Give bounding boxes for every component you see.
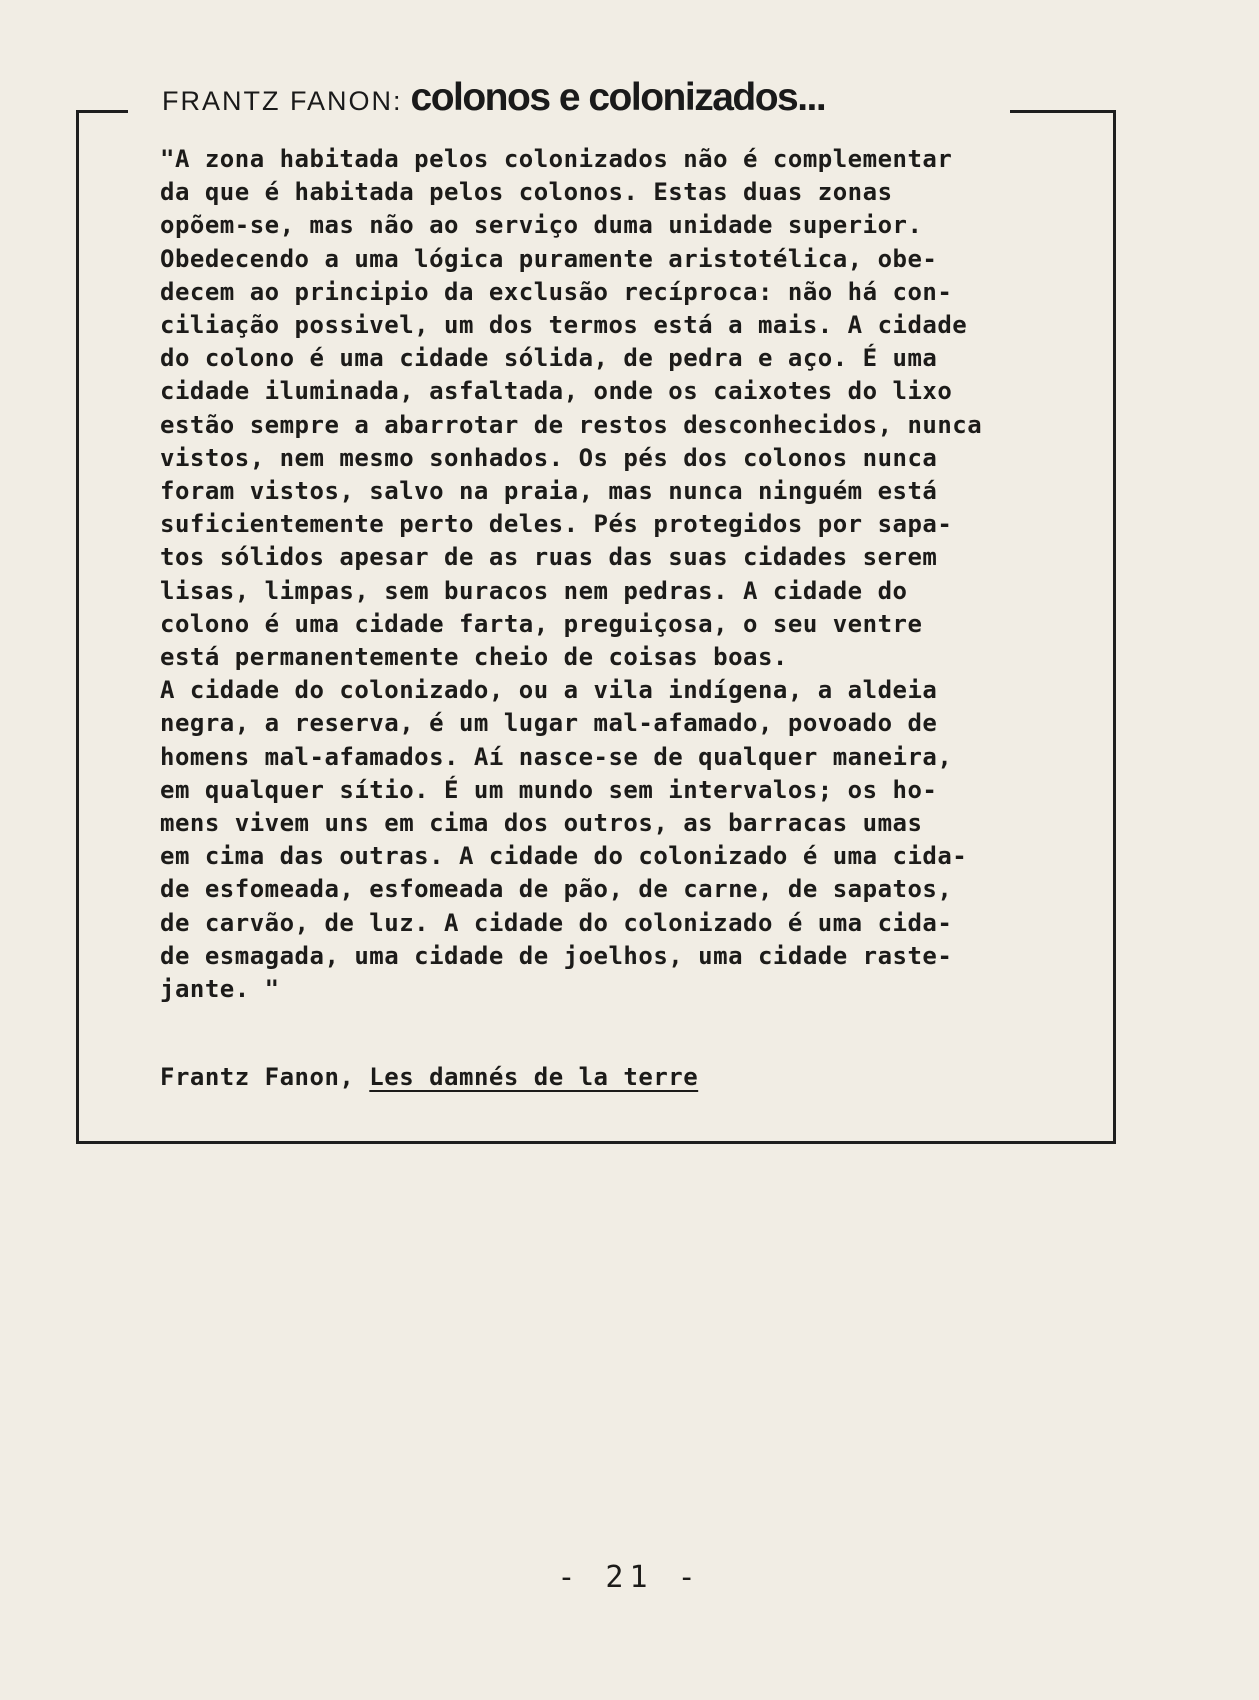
quote-line: vistos, nem mesmo sonhados. Os pés dos colonos nunca — [160, 443, 938, 472]
page-number: - 21 - — [557, 1560, 702, 1595]
quote-line: suficientemente perto deles. Pés protegidos por sapa- — [160, 510, 953, 539]
quote-line: de esfomeada, esfomeada de pão, de carne, de sapatos, — [160, 875, 953, 904]
quote-line: estão sempre a abarrotar de restos desconhecidos, nunca — [160, 410, 983, 439]
quote-line: colono é uma cidade farta, preguiçosa, o seu ventre — [160, 609, 923, 638]
attribution — [160, 1063, 698, 1091]
quote-line: cidade iluminada, asfaltada, onde os caixotes do lixo — [160, 377, 953, 406]
heading-author: FRANTZ FANON: — [162, 86, 403, 116]
quote-line: A cidade do colonizado, ou a vila indígena, a aldeia — [160, 676, 938, 705]
quote-line: Obedecendo a uma lógica puramente aristotélica, obe- — [160, 244, 938, 273]
quote-line: decem ao principio da exclusão recíproca: não há con- — [160, 277, 953, 306]
quote-line: negra, a reserva, é um lugar mal-afamado, povoado de — [160, 709, 938, 738]
heading-subtitle: colonos e colonizados... — [410, 76, 826, 119]
quote-line: lisas, limpas, sem buracos nem pedras. A cidade do — [160, 576, 908, 605]
quote-line: "A zona habitada pelos colonizados não é complementar — [160, 145, 953, 173]
quote-line: opõem-se, mas não ao serviço duma unidade superior. — [160, 211, 923, 240]
quote-line: homens mal-afamados. Aí nasce-se de qualquer maneira, — [160, 742, 953, 771]
quote-line: de carvão, de luz. A cidade do colonizado é uma cida- — [160, 908, 953, 937]
quote-text — [160, 143, 1100, 1006]
quote-line: foram vistos, salvo na praia, mas nunca ninguém está — [160, 477, 938, 506]
attribution-book-title: Les damnés de la terre — [369, 1063, 699, 1091]
attribution-author: Frantz Fanon, — [160, 1063, 355, 1091]
quote-line: mens vivem uns em cima dos outros, as barracas umas — [160, 809, 923, 838]
quote-line: da que é habitada pelos colonos. Estas duas zonas — [160, 178, 893, 207]
quote-line: em cima das outras. A cidade do colonizado é uma cida- — [160, 842, 968, 871]
quote-line: de esmagada, uma cidade de joelhos, uma cidade raste- — [160, 941, 953, 970]
quote-line: ciliação possivel, um dos termos está a mais. A cidade — [160, 311, 968, 340]
quote-line: do colono é uma cidade sólida, de pedra e aço. É uma — [160, 344, 938, 373]
quote-line: jante. " — [160, 975, 280, 1004]
quote-line: em qualquer sítio. É um mundo sem intervalos; os ho- — [160, 775, 938, 804]
quote-line: tos sólidos apesar de as ruas das suas cidades serem — [160, 543, 938, 572]
quote-line: está permanentemente cheio de coisas boas. — [160, 643, 788, 672]
